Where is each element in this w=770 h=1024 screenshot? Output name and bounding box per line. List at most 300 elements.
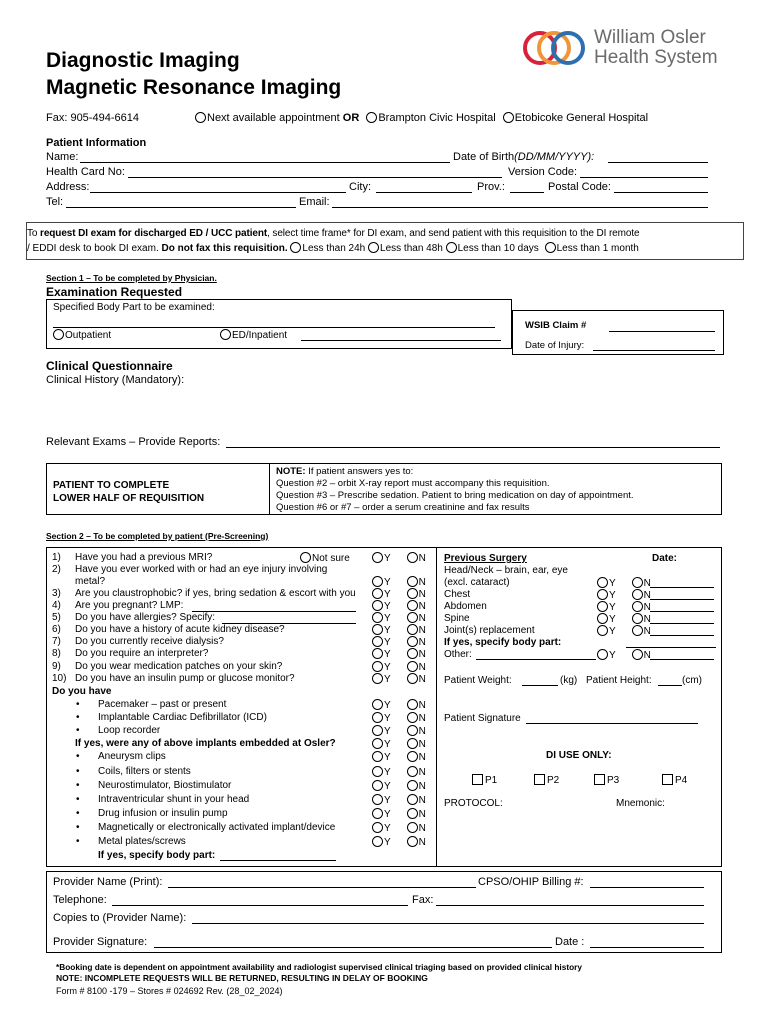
q3-text: Are you claustrophobic? if yes, bring sedation & escort with you — [75, 588, 356, 599]
q4-number: 4) — [52, 600, 61, 611]
outpatient-radio[interactable] — [53, 329, 64, 340]
no-label: N — [418, 601, 426, 612]
dev2-yes-radio[interactable] — [372, 712, 383, 723]
no-label: N — [643, 602, 651, 613]
q9-text: Do you wear medication patches on your skin? — [75, 661, 283, 672]
provider-fax-label: Fax: — [412, 894, 434, 906]
dev8-text: Drug infusion or insulin pump — [98, 808, 228, 819]
dev7-yes-radio[interactable] — [372, 794, 383, 805]
clinical-history-label: Clinical History (Mandatory): — [46, 374, 185, 386]
no-label: N — [643, 590, 651, 601]
p4-option: P4 — [662, 774, 687, 786]
q1-number: 1) — [52, 552, 61, 563]
less-48h-label: Less than 48h — [380, 243, 443, 254]
q7-yn — [372, 636, 426, 648]
no-label: N — [418, 625, 426, 636]
q2-text: Have you ever worked with or had an eye injury involving — [75, 564, 328, 575]
q10-yes-radio[interactable] — [372, 673, 383, 684]
q7-number: 7) — [52, 636, 61, 647]
telephone-field[interactable] — [112, 905, 408, 906]
less-1-month-label: Less than 1 month — [556, 243, 639, 254]
abdomen-label: Abdomen — [444, 601, 487, 612]
q10-number: 10) — [52, 673, 67, 684]
no-label: N — [643, 578, 651, 589]
q9-yes-radio[interactable] — [372, 661, 383, 672]
yes-label: Y — [384, 739, 391, 750]
ed-inpatient-option: ED/Inpatient — [220, 329, 287, 341]
name-label: Name: — [46, 151, 79, 163]
surgery-abdomen-yn — [597, 601, 651, 613]
q1-text: Have you had a previous MRI? — [75, 552, 213, 563]
q6-yn — [372, 624, 426, 636]
yes-label: Y — [384, 700, 391, 711]
surgery-spine-yes-radio[interactable] — [597, 613, 608, 624]
kg-label: (kg) — [560, 675, 578, 686]
dev8-yn — [372, 808, 426, 820]
prov-label: Prov.: — [477, 181, 505, 193]
postal-code-field[interactable] — [614, 192, 708, 193]
bullet: • — [76, 699, 80, 710]
dev5-yes-radio[interactable] — [372, 766, 383, 777]
dev5-text: Coils, filters or stents — [98, 766, 191, 777]
head-neck-label: Head/Neck – brain, ear, eye — [444, 565, 568, 576]
version-code-field[interactable] — [580, 177, 708, 178]
yes-label: Y — [384, 553, 391, 564]
injury-date-label: Date of Injury: — [525, 340, 585, 351]
dev4-yes-radio[interactable] — [372, 751, 383, 762]
surgery-head-neck-yes-radio[interactable] — [597, 577, 608, 588]
p2-option: P2 — [534, 774, 559, 786]
cm-label: (cm) — [682, 675, 702, 686]
yes-label: Y — [384, 637, 391, 648]
location-options — [195, 112, 648, 124]
patient-complete-box — [46, 463, 722, 515]
bullet: • — [76, 794, 80, 805]
q8-text: Do you require an interpreter? — [75, 648, 209, 659]
no-label: N — [418, 752, 426, 763]
patient-box-divider — [269, 464, 270, 514]
dev10-yes-radio[interactable] — [372, 836, 383, 847]
wsib-field[interactable] — [609, 331, 715, 332]
dev6-text: Neurostimulator, Biostimulator — [98, 780, 232, 791]
embedded-yn — [372, 738, 426, 750]
surgery-chest-date-field[interactable] — [650, 599, 714, 600]
p1-checkbox[interactable] — [472, 774, 483, 785]
yes-label: Y — [384, 767, 391, 778]
tel-label: Tel: — [46, 196, 64, 208]
name-field[interactable] — [80, 162, 450, 163]
form-subtitle: Magnetic Resonance Imaging — [46, 76, 342, 99]
lmp-field[interactable] — [192, 611, 356, 612]
body-part-field[interactable] — [53, 327, 495, 328]
no-label: N — [418, 823, 426, 834]
bullet: • — [76, 836, 80, 847]
yes-label: Y — [384, 577, 391, 588]
joints-label: Joint(s) replacement — [444, 625, 535, 636]
dev2-no-radio[interactable] — [407, 712, 418, 723]
embedded-no-radio[interactable] — [407, 738, 418, 749]
yes-label: Y — [384, 726, 391, 737]
dev3-yes-radio[interactable] — [372, 725, 383, 736]
q3-number: 3) — [52, 588, 61, 599]
bullet: • — [76, 751, 80, 762]
q7-yes-radio[interactable] — [372, 636, 383, 647]
copies-field[interactable] — [192, 923, 704, 924]
spine-label: Spine — [444, 613, 470, 624]
yes-label: Y — [384, 795, 391, 806]
surgery-head-neck-date-field[interactable] — [650, 587, 714, 588]
provider-date-field[interactable] — [590, 947, 704, 948]
q1-yn — [372, 552, 426, 564]
less-24h-label: Less than 24h — [302, 243, 366, 254]
note-line2: Question #2 – orbit X-ray report must accompany this requisition. — [276, 478, 550, 489]
q5-yn — [372, 612, 426, 624]
yes-label: Y — [384, 713, 391, 724]
q2-yn — [372, 576, 426, 588]
yes-label: Y — [384, 601, 391, 612]
patient-complete-line2: LOWER HALF OF REQUISITION — [53, 493, 205, 504]
q10-text: Do you have an insulin pump or glucose monitor? — [75, 673, 295, 684]
q3-yn — [372, 588, 426, 600]
q5-text: Do you have allergies? Specify: — [75, 612, 216, 623]
no-label: N — [418, 613, 426, 624]
city-label: City: — [349, 181, 371, 193]
dev7-yn — [372, 794, 426, 806]
yes-label: Y — [609, 602, 616, 613]
p3-option: P3 — [594, 774, 619, 786]
logo-text-line1: William Osler — [594, 27, 706, 48]
provider-fax-field[interactable] — [436, 905, 704, 906]
health-card-field[interactable] — [128, 177, 502, 178]
q2-yes-radio[interactable] — [372, 576, 383, 587]
cpso-field[interactable] — [590, 887, 704, 888]
yes-label: Y — [609, 650, 616, 661]
injury-date-field[interactable] — [593, 350, 715, 351]
q8-yes-radio[interactable] — [372, 648, 383, 659]
dob-label: Date of Birth(DD/MM/YYYY): — [453, 151, 595, 163]
dev8-no-radio[interactable] — [407, 808, 418, 819]
notice-line1: To request DI exam for discharged ED / UCC patient, select time frame* for DI exam, and send patient with this requisition to the DI remote — [27, 228, 640, 239]
q8-no-radio[interactable] — [407, 648, 418, 659]
william-osler-logo — [520, 24, 730, 74]
no-label: N — [418, 553, 426, 564]
yes-label: Y — [384, 613, 391, 624]
di-use-only-label: DI USE ONLY: — [546, 750, 612, 761]
osler-logo-icon — [520, 24, 590, 72]
surgery-chest-yn — [597, 589, 651, 601]
q9-number: 9) — [52, 661, 61, 672]
provider-signature-field[interactable] — [154, 947, 552, 948]
no-label: N — [418, 781, 426, 792]
yes-label: Y — [384, 809, 391, 820]
q4-yes-radio[interactable] — [372, 600, 383, 611]
patient-weight-field[interactable] — [522, 685, 558, 686]
p1-option: P1 — [472, 774, 497, 786]
q7-no-radio[interactable] — [407, 636, 418, 647]
form-title: Diagnostic Imaging — [46, 49, 240, 72]
q3-yes-radio[interactable] — [372, 588, 383, 599]
surgery-head-neck-no-radio[interactable] — [632, 577, 643, 588]
logo-text-line2: Health System — [594, 47, 718, 68]
surgery-specify-label: If yes, specify body part: — [444, 637, 562, 648]
q9-yn — [372, 661, 426, 673]
dev7-no-radio[interactable] — [407, 794, 418, 805]
fax-number: Fax: 905-494-6614 — [46, 112, 139, 124]
protocol-label: PROTOCOL: — [444, 798, 503, 809]
q3-no-radio[interactable] — [407, 588, 418, 599]
dev1-yes-radio[interactable] — [372, 699, 383, 710]
dev10-no-radio[interactable] — [407, 836, 418, 847]
specify-body-part-label: If yes, specify body part: — [98, 850, 216, 861]
surgery-head-neck-yn — [597, 577, 651, 589]
surgery-other-yn — [597, 649, 651, 661]
p2-checkbox[interactable] — [534, 774, 545, 785]
section1-label: Section 1 – To be completed by Physician. — [46, 273, 217, 283]
do-you-have-label: Do you have — [52, 686, 112, 697]
section2-label: Section 2 – To be completed by patient (Pre-Screening) — [46, 531, 269, 541]
dev9-text: Magnetically or electronically activated implant/device — [98, 822, 336, 833]
dev6-yn — [372, 780, 426, 792]
surgery-joints-yes-radio[interactable] — [597, 625, 608, 636]
dev1-no-radio[interactable] — [407, 699, 418, 710]
yes-label: Y — [384, 625, 391, 636]
provider-name-field[interactable] — [168, 887, 476, 888]
q4-text: Are you pregnant? LMP: — [75, 600, 184, 611]
note-line4: Question #6 or #7 – order a serum creatinine and fax results — [276, 502, 530, 513]
yes-label: Y — [384, 589, 391, 600]
bullet: • — [76, 822, 80, 833]
patient-signature-field[interactable] — [526, 723, 698, 724]
surgery-chest-no-radio[interactable] — [632, 589, 643, 600]
brampton-radio[interactable] — [366, 112, 377, 123]
ed-ucc-notice-box — [26, 222, 744, 260]
dev9-no-radio[interactable] — [407, 822, 418, 833]
brampton-label: Brampton Civic Hospital — [378, 112, 496, 124]
yes-label: Y — [384, 752, 391, 763]
footer-form-number: Form # 8100 -179 – Stores # 024692 Rev. (28_02_2024) — [56, 986, 283, 996]
dev8-yes-radio[interactable] — [372, 808, 383, 819]
dev6-yes-radio[interactable] — [372, 780, 383, 791]
dev9-yes-radio[interactable] — [372, 822, 383, 833]
dev1-yn — [372, 699, 426, 711]
less-10-days-label: Less than 10 days — [457, 243, 539, 254]
ed-inpatient-field[interactable] — [301, 340, 501, 341]
q4-yn — [372, 600, 426, 612]
email-field[interactable] — [332, 207, 708, 208]
relevant-exams-field[interactable] — [226, 447, 720, 448]
bullet: • — [76, 780, 80, 791]
no-label: N — [643, 614, 651, 625]
email-label: Email: — [299, 196, 330, 208]
copies-label: Copies to (Provider Name): — [53, 912, 187, 924]
no-label: N — [643, 650, 651, 661]
bullet: • — [76, 725, 80, 736]
no-label: N — [643, 626, 651, 637]
outpatient-option: Outpatient — [53, 329, 111, 341]
yes-label: Y — [384, 662, 391, 673]
no-label: N — [418, 577, 426, 588]
dev2-yn — [372, 712, 426, 724]
surgery-spine-date-field[interactable] — [650, 623, 714, 624]
surgery-other-date-field[interactable] — [650, 659, 714, 660]
yes-label: Y — [384, 823, 391, 834]
q7-text: Do you currently receive dialysis? — [75, 636, 224, 647]
yes-label: Y — [384, 837, 391, 848]
provider-name-label: Provider Name (Print): — [53, 876, 163, 888]
notice-line2: / EDDI desk to book DI exam. Do not fax this requisition. Less than 24h Less than 48h Less than 10 days Less than 1 month — [27, 243, 639, 254]
wsib-box — [512, 310, 724, 355]
dev9-yn — [372, 822, 426, 834]
dev4-text: Aneurysm clips — [98, 751, 166, 762]
note-line1: NOTE: If patient answers yes to: — [276, 466, 414, 477]
dev4-yn — [372, 751, 426, 763]
patient-height-field[interactable] — [658, 685, 682, 686]
dev5-yn — [372, 766, 426, 778]
surgery-other-no-radio[interactable] — [632, 649, 643, 660]
body-part-label: Specified Body Part to be examined: — [53, 302, 215, 313]
surgery-specify-field[interactable] — [626, 647, 716, 648]
next-available-label: Next available appointment — [207, 112, 340, 124]
prescreening-divider — [436, 548, 437, 866]
q5-yes-radio[interactable] — [372, 612, 383, 623]
q1-yes-radio[interactable] — [372, 552, 383, 563]
surgery-spine-no-radio[interactable] — [632, 613, 643, 624]
chest-label: Chest — [444, 589, 471, 600]
other-label: Other: — [444, 649, 472, 660]
relevant-exams-label: Relevant Exams – Provide Reports: — [46, 436, 221, 448]
q5-no-radio[interactable] — [407, 612, 418, 623]
next-available-radio[interactable] — [195, 112, 206, 123]
telephone-label: Telephone: — [53, 894, 107, 906]
less-24h-radio[interactable] — [290, 242, 301, 253]
no-label: N — [418, 649, 426, 660]
city-field[interactable] — [376, 192, 472, 193]
surgery-date-heading: Date: — [652, 553, 678, 564]
cpso-label: CPSO/OHIP Billing #: — [478, 876, 584, 888]
surgery-joints-yn — [597, 625, 651, 637]
address-label: Address: — [46, 181, 90, 193]
patient-weight-label: Patient Weight: — [444, 675, 512, 686]
q2-no-radio[interactable] — [407, 576, 418, 587]
q9-no-radio[interactable] — [407, 661, 418, 672]
postal-code-label: Postal Code: — [548, 181, 611, 193]
q4-no-radio[interactable] — [407, 600, 418, 611]
p4-checkbox[interactable] — [662, 774, 673, 785]
no-label: N — [418, 674, 426, 685]
yes-label: Y — [384, 649, 391, 660]
surgery-other-yes-radio[interactable] — [597, 649, 608, 660]
no-label: N — [418, 767, 426, 778]
provider-signature-label: Provider Signature: — [53, 936, 148, 948]
patient-signature-label: Patient Signature — [444, 713, 521, 724]
version-code-label: Version Code: — [508, 166, 578, 178]
note-line3: Question #3 – Prescribe sedation. Patient to bring medication on day of appointment. — [276, 490, 634, 501]
less-10-days-radio[interactable] — [446, 242, 457, 253]
bullet: • — [76, 808, 80, 819]
no-label: N — [418, 726, 426, 737]
patient-complete-line1: PATIENT TO COMPLETE — [53, 480, 170, 491]
surgery-abdomen-yes-radio[interactable] — [597, 601, 608, 612]
dob-field[interactable] — [608, 162, 708, 163]
health-card-label: Health Card No: — [46, 166, 125, 178]
no-label: N — [418, 700, 426, 711]
no-label: N — [418, 713, 426, 724]
footer-booking-note: *Booking date is dependent on appointment availability and radiologist supervised clinical triaging based on provided clinical history — [56, 962, 583, 972]
q5-number: 5) — [52, 612, 61, 623]
clinical-questionnaire-heading: Clinical Questionnaire — [46, 359, 173, 373]
yes-label: Y — [609, 590, 616, 601]
q6-no-radio[interactable] — [407, 624, 418, 635]
surgery-abdomen-no-radio[interactable] — [632, 601, 643, 612]
q1-not-sure-radio[interactable] — [300, 552, 311, 563]
no-label: N — [418, 637, 426, 648]
no-label: N — [418, 589, 426, 600]
q1-no-radio[interactable] — [407, 552, 418, 563]
p3-checkbox[interactable] — [594, 774, 605, 785]
surgery-chest-yes-radio[interactable] — [597, 589, 608, 600]
dev6-no-radio[interactable] — [407, 780, 418, 791]
less-1-month-radio[interactable] — [545, 242, 556, 253]
ed-inpatient-radio[interactable] — [220, 329, 231, 340]
dev10-yn — [372, 836, 426, 848]
bullet: • — [76, 766, 80, 777]
yes-label: Y — [384, 674, 391, 685]
q6-number: 6) — [52, 624, 61, 635]
q8-number: 8) — [52, 648, 61, 659]
exam-requested-box — [46, 299, 512, 349]
q2-text-cont: metal? — [75, 576, 106, 587]
no-label: N — [418, 662, 426, 673]
etobicoke-radio[interactable] — [503, 112, 514, 123]
prov-field[interactable] — [510, 192, 544, 193]
dev10-text: Metal plates/screws — [98, 836, 186, 847]
wsib-label: WSIB Claim # — [525, 320, 587, 331]
patient-info-heading: Patient Information — [46, 137, 147, 149]
yes-label: Y — [609, 626, 616, 637]
bullet: • — [76, 712, 80, 723]
q6-yes-radio[interactable] — [372, 624, 383, 635]
surgery-joints-no-radio[interactable] — [632, 625, 643, 636]
patient-height-label: Patient Height: — [586, 675, 652, 686]
q6-text: Do you have a history of acute kidney disease? — [75, 624, 285, 635]
or-label: OR — [342, 112, 360, 124]
dev1-text: Pacemaker – past or present — [98, 699, 227, 710]
surgery-joints-date-field[interactable] — [650, 635, 714, 636]
embedded-yes-radio[interactable] — [372, 738, 383, 749]
no-label: N — [418, 795, 426, 806]
dev3-no-radio[interactable] — [407, 725, 418, 736]
surgery-abdomen-date-field[interactable] — [650, 611, 714, 612]
specify-body-part-field[interactable] — [220, 860, 336, 861]
dev7-text: Intraventricular shunt in your head — [98, 794, 250, 805]
q10-no-radio[interactable] — [407, 673, 418, 684]
no-label: N — [418, 809, 426, 820]
less-48h-radio[interactable] — [368, 242, 379, 253]
dev3-text: Loop recorder — [98, 725, 161, 736]
provider-date-label: Date : — [555, 936, 585, 948]
address-field[interactable] — [90, 192, 346, 193]
dev3-yn — [372, 725, 426, 737]
embedded-question: If yes, were any of above implants embedded at Osler? — [75, 738, 336, 749]
dev5-no-radio[interactable] — [407, 766, 418, 777]
q8-yn — [372, 648, 426, 660]
other-field[interactable] — [476, 659, 596, 660]
yes-label: Y — [609, 578, 616, 589]
tel-field[interactable] — [66, 207, 296, 208]
previous-surgery-heading: Previous Surgery — [444, 553, 527, 564]
mnemonic-label: Mnemonic: — [616, 798, 665, 809]
dev4-no-radio[interactable] — [407, 751, 418, 762]
